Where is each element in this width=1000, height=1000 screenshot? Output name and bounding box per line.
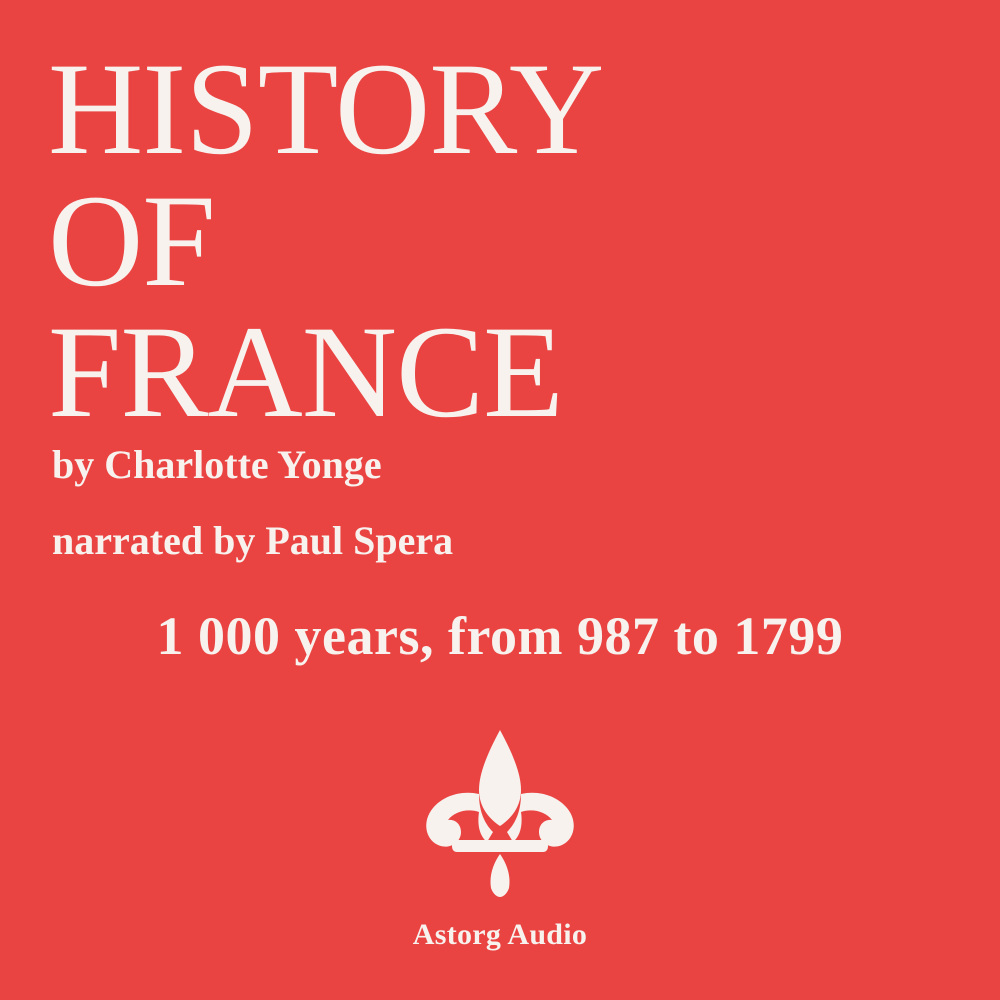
credits-block — [52, 440, 956, 566]
title-line-3: FRANCE — [48, 298, 563, 446]
publisher-name: Astorg Audio — [412, 918, 588, 951]
narrator-credit: narrated by Paul Spera — [52, 518, 454, 563]
title-line-2: OF — [48, 166, 215, 314]
author-credit: by Charlotte Yonge — [52, 442, 382, 487]
title-block — [48, 35, 952, 446]
fleur-de-lis-icon — [405, 728, 595, 898]
title-line-1: HISTORY — [48, 35, 604, 182]
subtitle: 1 000 years, from 987 to 1799 — [156, 606, 844, 666]
